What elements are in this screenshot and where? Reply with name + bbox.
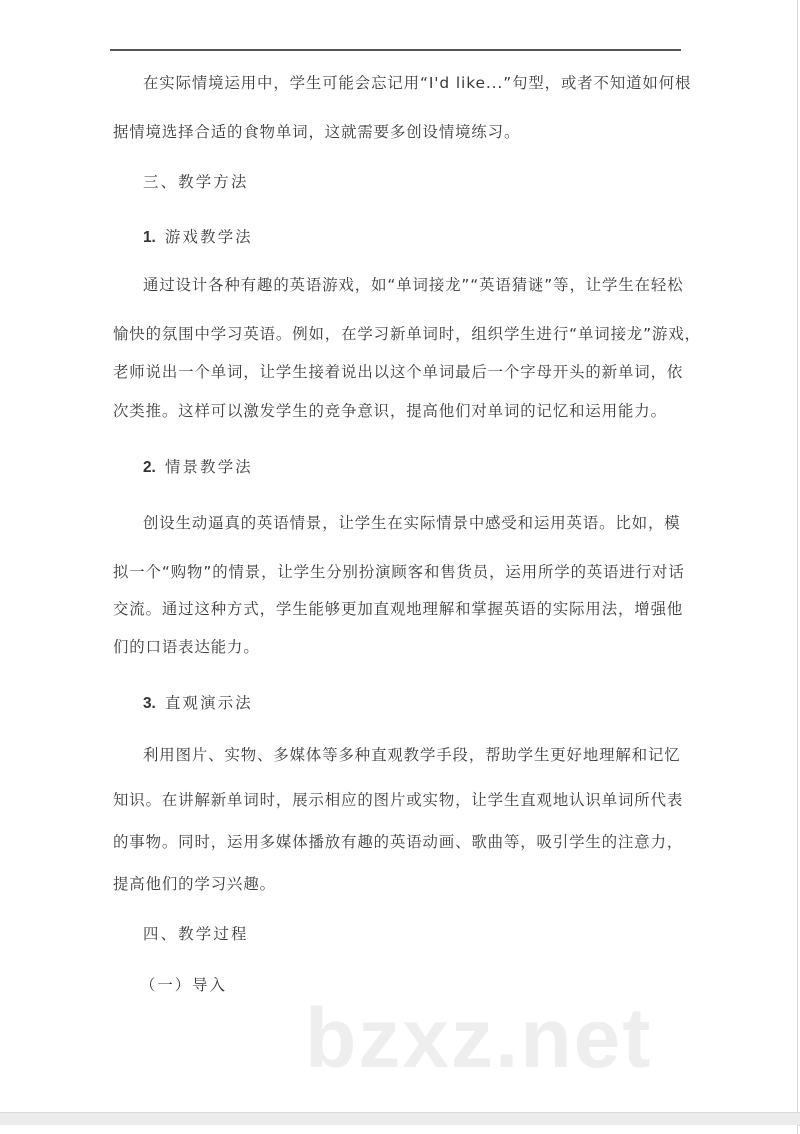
header-rule: [110, 49, 681, 51]
paragraph-line: 拟一个“购物”的情景，让学生分别扮演顾客和售货员，运用所学的英语进行对话: [113, 563, 685, 581]
paragraph-line: 愉快的氛围中学习英语。例如，在学习新单词时，组织学生进行“单词接龙”游戏，: [113, 325, 701, 343]
paragraph-line: 通过设计各种有趣的英语游戏，如“单词接龙”“英语猜谜”等，让学生在轻松: [143, 276, 684, 294]
section-heading: 三、教学方法: [143, 173, 249, 191]
paragraph-line: 交流。通过这种方式，学生能够更加直观地理解和掌握英语的实际用法，增强他: [113, 600, 684, 618]
paragraph-line: 次类推。这样可以激发学生的竞争意识，提高他们对单词的记忆和运用能力。: [113, 402, 667, 420]
method-heading-3: [143, 693, 713, 714]
page-gap: [0, 1112, 800, 1126]
paragraph-line: 老师说出一个单词，让学生接着说出以这个单词最后一个字母开头的新单词，依: [113, 363, 684, 381]
method-heading-2: [143, 457, 713, 478]
method-number: 3.: [143, 695, 156, 712]
paragraph-line: 在实际情境运用中，学生可能会忘记用“I'd like...”句型，或者不知道如何根: [143, 74, 692, 92]
paragraph-line: 知识。在讲解新单词时，展示相应的图片或实物，让学生直观地认识单词所代表: [113, 791, 684, 809]
paragraph-line: 利用图片、实物、多媒体等多种直观教学手段，帮助学生更好地理解和记忆: [143, 746, 681, 764]
section-heading: 四、教学过程: [143, 925, 249, 943]
paragraph-line: 据情境选择合适的食物单词，这就需要多创设情境练习。: [113, 123, 521, 141]
method-heading-1: [143, 227, 713, 248]
method-number: 1.: [143, 229, 156, 246]
paragraph-line: 创设生动逼真的英语情景，让学生在实际情景中感受和运用英语。比如，模: [143, 514, 681, 532]
method-number: 2.: [143, 459, 156, 476]
paragraph-line: 们的口语表达能力。: [113, 638, 260, 656]
watermark: bzxz.net: [305, 991, 653, 1085]
paragraph-line: 的事物。同时，运用多媒体播放有趣的英语动画、歌曲等，吸引学生的注意力，: [113, 833, 684, 851]
method-title: 情景教学法: [164, 458, 253, 476]
subsection-heading: （一）导入: [140, 976, 227, 994]
paragraph-line: 提高他们的学习兴趣。: [113, 875, 276, 893]
method-title: 游戏教学法: [164, 228, 253, 246]
method-title: 直观演示法: [164, 694, 253, 712]
next-page-top: [0, 1125, 798, 1134]
